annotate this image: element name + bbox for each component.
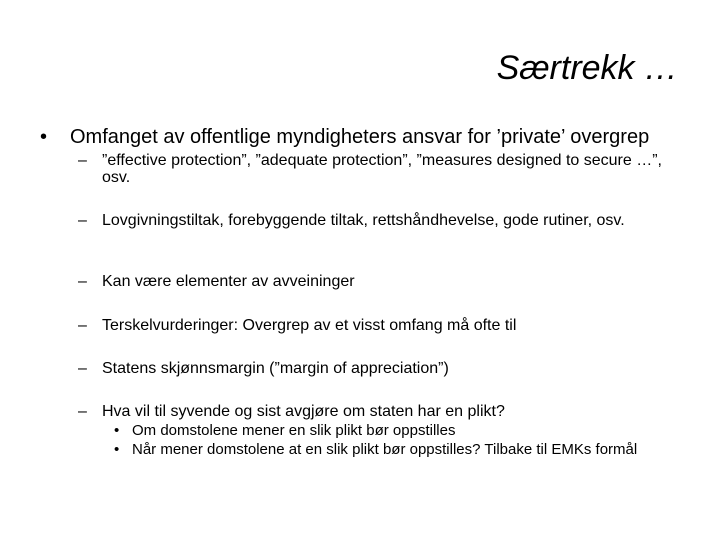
dot-marker: • <box>114 422 120 439</box>
dash-marker: – <box>78 317 87 334</box>
subpoint-avveininger <box>78 273 678 290</box>
subpoint-text: Terskelvurderinger: Overgrep av et visst omfang må ofte til <box>102 317 517 334</box>
dot-marker: • <box>114 441 120 458</box>
slide-title: Særtrekk … <box>496 49 678 87</box>
subpoint-text: ”effective protection”, ”adequate protection”, ”measures designed to secure …”, osv. <box>102 152 662 186</box>
dash-marker: – <box>78 212 87 229</box>
subpoint-plikt <box>78 403 678 420</box>
subpoint-text: Kan være elementer av avveininger <box>102 273 355 290</box>
subpoint-text: Hva vil til syvende og sist avgjøre om staten har en plikt? <box>102 403 505 420</box>
subpoint-effective-protection <box>78 152 678 186</box>
sub-item-text: Når mener domstolene at en slik plikt bør oppstilles? Tilbake til EMKs formål <box>132 441 638 458</box>
dash-marker: – <box>78 403 87 420</box>
dash-marker: – <box>78 273 87 290</box>
main-bullet-text: Omfanget av offentlige myndigheters ansvar for ’private’ overgrep <box>70 126 650 148</box>
dash-marker: – <box>78 360 87 377</box>
subpoint-text: Lovgivningstiltak, forebyggende tiltak, rettshåndhevelse, gode rutiner, osv. <box>102 212 625 229</box>
subpoint-terskelvurderinger <box>78 317 678 334</box>
subpoint-skjonnsmargin <box>78 360 678 377</box>
dash-marker: – <box>78 152 87 169</box>
subpoint-text: Statens skjønnsmargin (”margin of appreciation”) <box>102 360 449 377</box>
bullet-marker: • <box>40 126 48 148</box>
sub-item-text: Om domstolene mener en slik plikt bør oppstilles <box>132 422 456 439</box>
subpoint-lovgivningstiltak <box>78 212 678 229</box>
